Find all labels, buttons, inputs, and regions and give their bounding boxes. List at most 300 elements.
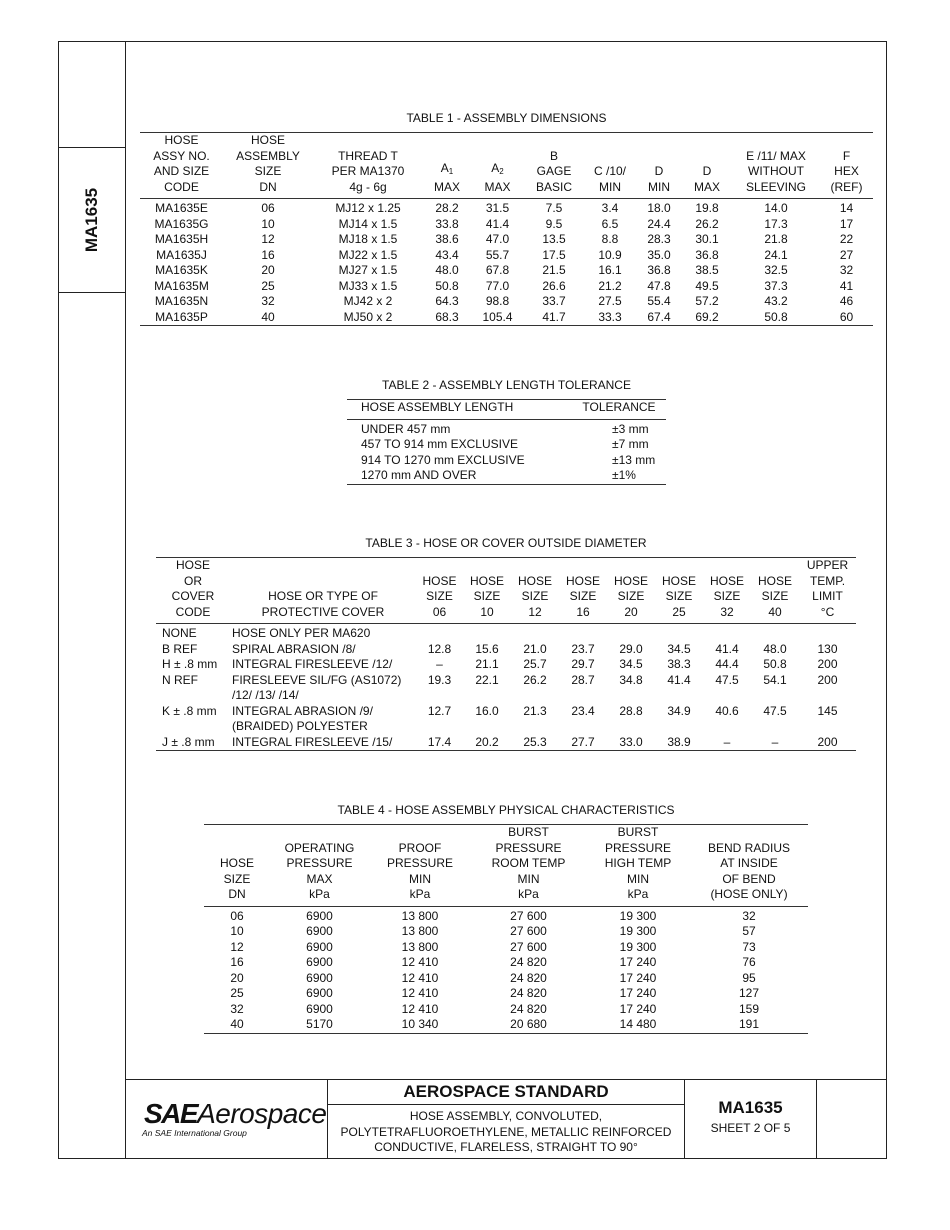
table-cell: 36.8 [647, 263, 671, 277]
table-cell: MA1635G [154, 216, 209, 231]
table-cell: 29.7 [571, 657, 595, 671]
table4-physical-characteristics [204, 824, 808, 1034]
table-cell: 27 [839, 247, 854, 262]
table-cell: HOSE ONLY PER MA620 [232, 626, 371, 640]
table-cell: 200 [817, 657, 838, 671]
table-cell: 27 600 [510, 924, 547, 938]
table-cell: 27.7 [571, 734, 595, 749]
table-row [156, 719, 856, 735]
table-cell: 14 [839, 201, 854, 215]
table-cell: 33.0 [619, 734, 643, 749]
table-cell: 6900 [306, 1001, 333, 1016]
table-cell: 12 [261, 232, 275, 246]
table-cell: (BRAIDED) POLYESTER [232, 719, 368, 733]
table-row [156, 735, 856, 751]
table-cell: 27 600 [510, 939, 547, 954]
document-number: MA1635 [718, 1098, 783, 1117]
standard-type: AEROSPACE STANDARD [328, 1080, 684, 1105]
table-cell: 25 [230, 986, 244, 1000]
table-cell: 6900 [306, 924, 333, 938]
table-cell [799, 624, 856, 642]
table-cell [751, 719, 799, 735]
table-cell: 06 [261, 201, 275, 215]
table-cell: 38.6 [435, 232, 459, 246]
table-cell: 16 [230, 955, 244, 969]
table-cell: J ± .8 mm [162, 734, 215, 749]
table-row [140, 217, 873, 233]
table-cell: 47.5 [715, 672, 739, 687]
table-cell: 21.0 [523, 641, 547, 656]
table4-header-cell: OPERATING PRESSURE MAX kPa [284, 840, 355, 901]
table-cell: 21.8 [764, 232, 788, 246]
table-cell: 40.6 [715, 703, 739, 718]
table-cell: 8.8 [601, 232, 619, 246]
table-cell: – [723, 734, 731, 749]
table-cell: N REF [162, 672, 198, 687]
table3-header-cell: HOSE SIZE 32 [709, 573, 744, 619]
table-cell: H ± .8 mm [162, 657, 218, 671]
table-cell [751, 688, 799, 704]
table-row [347, 437, 666, 453]
table-cell: 34.5 [619, 657, 643, 671]
table-cell: 19 300 [619, 939, 657, 954]
table-cell: 21.1 [475, 657, 499, 671]
table-cell: 27.5 [598, 294, 622, 308]
table-cell: 77.0 [485, 278, 510, 293]
table-cell: 57 [742, 924, 756, 938]
table-cell: MJ27 x 1.5 [338, 263, 398, 277]
table-cell: 12 410 [401, 970, 439, 985]
table-cell: 10 340 [401, 1017, 439, 1031]
table-cell: 24 820 [510, 1001, 547, 1016]
table3-header-cell: HOSE SIZE 10 [469, 573, 504, 619]
table-cell: 41.4 [715, 641, 739, 656]
table-cell: 43.4 [435, 247, 459, 262]
table-cell: 44.4 [715, 657, 739, 671]
table-cell: 16.0 [475, 703, 499, 718]
table-cell: 67.4 [647, 309, 671, 324]
table1-caption: TABLE 1 - ASSEMBLY DIMENSIONS [406, 111, 607, 125]
table-cell: 43.2 [764, 294, 788, 308]
table3-header-cell: UPPER TEMP. LIMIT °C [806, 558, 849, 619]
table-cell: 457 TO 914 mm EXCLUSIVE [361, 437, 518, 451]
table-cell: INTEGRAL ABRASION /9/ [232, 703, 373, 718]
table-row [347, 468, 666, 484]
table-row [204, 971, 808, 987]
table-cell: 28.8 [619, 703, 643, 718]
table3-header-cell: HOSE SIZE 16 [565, 573, 600, 619]
table-cell: 33.7 [542, 294, 566, 308]
table-cell: 19.8 [695, 201, 719, 215]
table-cell: SPIRAL ABRASION /8/ [232, 641, 356, 656]
table2-caption: TABLE 2 - ASSEMBLY LENGTH TOLERANCE [382, 378, 631, 392]
table-cell: MA1635K [155, 263, 208, 277]
table4-header-cell: PROOF PRESSURE MIN kPa [386, 840, 454, 901]
table4-header-cell: HOSE SIZE DN [219, 856, 254, 901]
sae-logo [126, 1080, 328, 1159]
table-cell: 67.8 [485, 263, 510, 277]
table-cell: 17.3 [764, 216, 788, 231]
table2-header-cell: TOLERANCE [582, 400, 656, 414]
table-cell: 20 [230, 970, 244, 985]
table-cell: 34.8 [619, 672, 643, 687]
table-cell: 24 820 [510, 970, 547, 985]
table-cell: 57.2 [695, 294, 719, 308]
table-cell [416, 719, 463, 735]
table-cell: 914 TO 1270 mm EXCLUSIVE [361, 452, 525, 467]
table-cell: 20 [261, 263, 275, 277]
table-row [140, 232, 873, 248]
table1-header-cell: B GAGE BASIC [535, 148, 572, 194]
table-cell: 23.4 [571, 703, 595, 718]
table1-assembly-dimensions [140, 132, 873, 326]
table-cell: 55.7 [485, 247, 510, 262]
table-cell: B REF [162, 641, 198, 656]
table-cell: 1270 mm AND OVER [361, 468, 477, 482]
table-cell: – [771, 734, 779, 749]
table3-header-cell: HOSE OR TYPE OF PROTECTIVE COVER [261, 589, 385, 619]
table-cell: 17 240 [619, 955, 657, 969]
table-row [140, 310, 873, 326]
table-cell: 68.3 [435, 309, 459, 324]
table-cell: 24 820 [510, 986, 547, 1000]
table-cell: MA1635E [155, 201, 208, 215]
table-cell: 47.0 [485, 232, 510, 246]
table-cell [463, 624, 511, 642]
table-cell: 32 [261, 294, 275, 308]
table-cell: 64.3 [435, 294, 459, 308]
sheet-number: SHEET 2 OF 5 [710, 1121, 791, 1135]
table-cell: 25 [261, 278, 275, 293]
table-cell [559, 719, 607, 735]
table-cell [703, 719, 751, 735]
table-cell: 130 [817, 641, 838, 656]
table-cell: 6900 [306, 955, 333, 969]
table-cell [655, 624, 703, 642]
table-row [204, 986, 808, 1002]
table-row [204, 924, 808, 940]
table-cell: 17 [839, 216, 854, 231]
table-cell: 54.1 [763, 672, 787, 687]
table-cell: 6900 [306, 986, 333, 1000]
table-cell: 31.5 [485, 201, 510, 215]
table-cell: MA1635N [154, 294, 209, 308]
table-row [156, 673, 856, 689]
table-cell: 28.3 [647, 232, 671, 246]
table-cell: 200 [817, 672, 838, 687]
table-cell: 16.1 [598, 263, 622, 277]
document-number-block [685, 1080, 817, 1159]
table-cell [799, 719, 856, 735]
table-cell: INTEGRAL FIRESLEEVE /15/ [232, 734, 393, 749]
table-cell [416, 624, 463, 642]
table-cell: 47.5 [763, 703, 787, 718]
table-cell: 41.4 [485, 216, 510, 231]
table-cell: 14 480 [619, 1017, 657, 1031]
table1-header-cell: F HEX (REF) [830, 148, 863, 194]
table-cell: MJ14 x 1.5 [338, 216, 398, 231]
table-row [140, 248, 873, 264]
table-row [204, 1002, 808, 1018]
table-cell: 73 [742, 939, 756, 954]
table-cell: 15.6 [475, 641, 499, 656]
table1-header-cell: $A_1$ MAX [433, 161, 460, 194]
table-cell: 18.0 [647, 201, 671, 215]
table-row [140, 279, 873, 295]
table-cell: 127 [738, 986, 760, 1000]
table-cell: ±3 mm [612, 421, 649, 436]
table-cell: 30.1 [695, 232, 719, 246]
table-cell [607, 624, 655, 642]
title-block-center [328, 1080, 685, 1159]
table1-header-cell: C /10/ MIN [593, 164, 626, 194]
table-cell: 19 300 [619, 908, 657, 923]
table-cell: 10.9 [598, 247, 622, 262]
table4-header-cell: BEND RADIUS AT INSIDE OF BEND (HOSE ONLY) [707, 840, 790, 901]
table-cell: 55.4 [647, 294, 671, 308]
table-cell: 33.8 [435, 216, 459, 231]
table-cell: MA1635J [156, 247, 207, 262]
table-cell: 33.3 [598, 309, 622, 324]
table-cell: 98.8 [485, 294, 510, 308]
table-cell: MJ18 x 1.5 [338, 232, 398, 246]
table-cell: 25.7 [523, 657, 547, 671]
table-cell: 12 410 [401, 955, 439, 969]
table-cell [511, 624, 559, 642]
table-cell: 17.5 [542, 247, 566, 262]
table-cell: 14.0 [764, 201, 788, 215]
table-cell: 22 [839, 232, 854, 246]
table-cell [703, 624, 751, 642]
table-cell: 38.3 [667, 657, 691, 671]
table-cell [655, 688, 703, 704]
table-cell: 10 [230, 924, 244, 938]
table-cell: 41 [839, 278, 854, 293]
table-cell: 28.2 [435, 201, 459, 215]
table-cell: 24 820 [510, 955, 547, 969]
table-cell: 13 800 [401, 924, 439, 938]
table-cell: 105.4 [482, 309, 513, 324]
table-cell: 23.7 [571, 641, 595, 656]
table-cell: 40 [230, 1017, 244, 1031]
table-cell: – [436, 657, 443, 671]
table-cell: 10 [261, 216, 275, 231]
table-cell: 19.3 [427, 672, 452, 687]
table-cell: 37.3 [764, 278, 788, 293]
table-cell: 13 800 [401, 908, 439, 923]
table-cell: 46 [839, 294, 854, 308]
table-cell [751, 624, 799, 642]
table3-header-cell: HOSE OR COVER CODE [171, 558, 215, 619]
table1-header-cell: THREAD T PER MA1370 4g - 6g [331, 148, 405, 194]
table-cell [511, 688, 559, 704]
table1-header-cell: E /11/ MAX WITHOUT SLEEVING [745, 148, 807, 194]
table-cell: 24.4 [647, 216, 671, 231]
table-cell: MA1635H [154, 232, 209, 246]
table4-header-cell: BURST PRESSURE ROOM TEMP MIN kPa [491, 825, 566, 901]
table-cell: 17 240 [619, 970, 657, 985]
table-cell: 26.2 [695, 216, 719, 231]
table3-header-cell: HOSE SIZE 20 [613, 573, 648, 619]
table-cell [156, 688, 230, 704]
table-row [140, 263, 873, 279]
document-description: HOSE ASSEMBLY, CONVOLUTED, POLYTETRAFLUOROETHYLENE, METALLIC REINFORCED CONDUCTIVE, FLARELESS, STRAIGHT TO 90° [340, 1109, 672, 1154]
table1-header-cell: D MIN [648, 164, 670, 194]
table-row [156, 642, 856, 658]
table-cell: 32 [742, 908, 756, 923]
table-cell [463, 719, 511, 735]
table-cell: 27 600 [510, 908, 547, 923]
table-row [204, 955, 808, 971]
table-row [140, 199, 873, 217]
table-cell: NONE [162, 626, 197, 640]
table-cell: MA1635M [154, 278, 209, 293]
table-cell: 21.2 [598, 278, 622, 293]
table1-header-cell: HOSE ASSY NO. AND SIZE CODE [153, 133, 210, 194]
table-cell: ±13 mm [612, 452, 656, 467]
table-cell: 12 [230, 939, 244, 954]
table-cell: 48.0 [763, 641, 787, 656]
table-cell [559, 624, 607, 642]
table-cell: 60 [839, 309, 854, 324]
table3-header-cell: HOSE SIZE 25 [661, 573, 696, 619]
table-cell: MA1635P [155, 309, 208, 324]
table-cell: 50.8 [763, 657, 787, 671]
table-cell: MJ33 x 1.5 [338, 278, 398, 293]
table-cell: 17 240 [619, 986, 657, 1000]
table-cell: ±7 mm [612, 437, 649, 451]
table3-outside-diameter [156, 557, 856, 751]
table-cell: 34.5 [667, 641, 691, 656]
table-cell: 7.5 [545, 201, 563, 215]
table-cell: 50.8 [764, 309, 788, 324]
table-cell: 40 [261, 309, 275, 324]
table-cell: 26.6 [542, 278, 566, 293]
table-cell: UNDER 457 mm [361, 421, 451, 436]
sae-logo-tagline: An SAE International Group [142, 1128, 247, 1138]
table3-header-cell: HOSE SIZE 40 [757, 573, 792, 619]
table-cell: 145 [817, 703, 838, 718]
table-cell [511, 719, 559, 735]
table-cell [703, 688, 751, 704]
table-row [156, 704, 856, 720]
table-cell: 21.5 [542, 263, 566, 277]
table-row [156, 688, 856, 704]
table-cell: 12.7 [427, 703, 452, 718]
table-cell: MJ12 x 1.25 [335, 201, 401, 215]
table-cell: 38.9 [667, 734, 691, 749]
table-cell: 38.5 [695, 263, 719, 277]
table-cell: 48.0 [435, 263, 459, 277]
table2-length-tolerance [347, 399, 666, 485]
table-cell: 19 300 [619, 924, 657, 938]
table-cell: 12 410 [401, 986, 439, 1000]
table-cell: 32 [839, 263, 854, 277]
table-cell [463, 688, 511, 704]
table-cell: 20.2 [475, 734, 499, 749]
table-cell: 12.8 [427, 641, 452, 656]
table-row [156, 657, 856, 673]
table3-header-cell: HOSE SIZE 12 [517, 573, 552, 619]
table-cell: 26.2 [523, 672, 547, 687]
table-cell [607, 719, 655, 735]
table-cell: INTEGRAL FIRESLEEVE /12/ [232, 657, 393, 671]
table-cell: 06 [230, 908, 244, 923]
table-cell: MJ50 x 2 [343, 309, 393, 324]
table-cell: 9.5 [545, 216, 563, 231]
table-cell: 17 240 [619, 1001, 657, 1016]
table-cell: MJ22 x 1.5 [338, 247, 398, 262]
table3-caption: TABLE 3 - HOSE OR COVER OUTSIDE DIAMETER [365, 536, 647, 550]
table-cell: ±1% [612, 468, 636, 482]
table1-header-cell: $A_2$ MAX [484, 161, 511, 194]
table-cell: 200 [817, 734, 838, 749]
table-cell: 3.4 [601, 201, 619, 215]
table-cell: K ± .8 mm [162, 703, 217, 718]
table-cell: 6.5 [601, 216, 619, 231]
table-cell: 159 [738, 1001, 760, 1016]
table-cell: 95 [742, 970, 756, 985]
table-cell [607, 688, 655, 704]
table-cell: 69.2 [695, 309, 719, 324]
table-row [204, 940, 808, 956]
table-cell: 6900 [306, 970, 333, 985]
table-row [347, 453, 666, 469]
table-cell: 16 [261, 247, 275, 262]
table-cell: 41.4 [667, 672, 691, 687]
table-cell: 13 800 [401, 939, 439, 954]
table-cell: 25.3 [523, 734, 547, 749]
table-cell [559, 688, 607, 704]
table-cell: /12/ /13/ /14/ [232, 688, 299, 702]
title-block [126, 1079, 887, 1159]
table4-caption: TABLE 4 - HOSE ASSEMBLY PHYSICAL CHARACTERISTICS [337, 803, 675, 817]
table-cell: 35.0 [647, 247, 671, 262]
table-cell: 12 410 [401, 1001, 439, 1016]
table-cell: 6900 [306, 939, 333, 954]
table-cell: 13.5 [542, 232, 566, 246]
table-cell: 28.7 [571, 672, 595, 687]
table-cell: 32.5 [764, 263, 788, 277]
table-row [156, 624, 856, 642]
table4-header-cell: BURST PRESSURE HIGH TEMP MIN kPa [604, 825, 672, 901]
table-cell: 49.5 [695, 278, 719, 293]
table-cell [156, 719, 230, 735]
table-cell: FIRESLEEVE SIL/FG (AS1072) [232, 672, 402, 687]
sae-logo-wordmark: SAEAerospace [144, 1098, 327, 1129]
table-cell: 191 [738, 1017, 760, 1031]
table-cell: 47.8 [647, 278, 671, 293]
table3-header-cell: HOSE SIZE 06 [422, 573, 457, 619]
table-cell: 29.0 [619, 641, 643, 656]
table-cell: 24.1 [764, 247, 788, 262]
table-cell: 36.8 [695, 247, 719, 262]
table-cell: 34.9 [667, 703, 691, 718]
table-cell [655, 719, 703, 735]
table-cell: 21.3 [523, 703, 547, 718]
table-cell: 20 680 [510, 1017, 547, 1031]
table-cell: 17.4 [427, 734, 452, 749]
table-cell: 22.1 [475, 672, 499, 687]
table2-header-cell: HOSE ASSEMBLY LENGTH [361, 400, 514, 414]
side-document-label: MA1635 [82, 187, 101, 253]
table-row [204, 906, 808, 924]
table1-header-cell: HOSE ASSEMBLY SIZE DN [236, 133, 300, 194]
table-cell: MJ42 x 2 [343, 294, 393, 308]
table-cell: 6900 [306, 908, 333, 923]
table-cell: 50.8 [435, 278, 459, 293]
table-cell [416, 688, 463, 704]
